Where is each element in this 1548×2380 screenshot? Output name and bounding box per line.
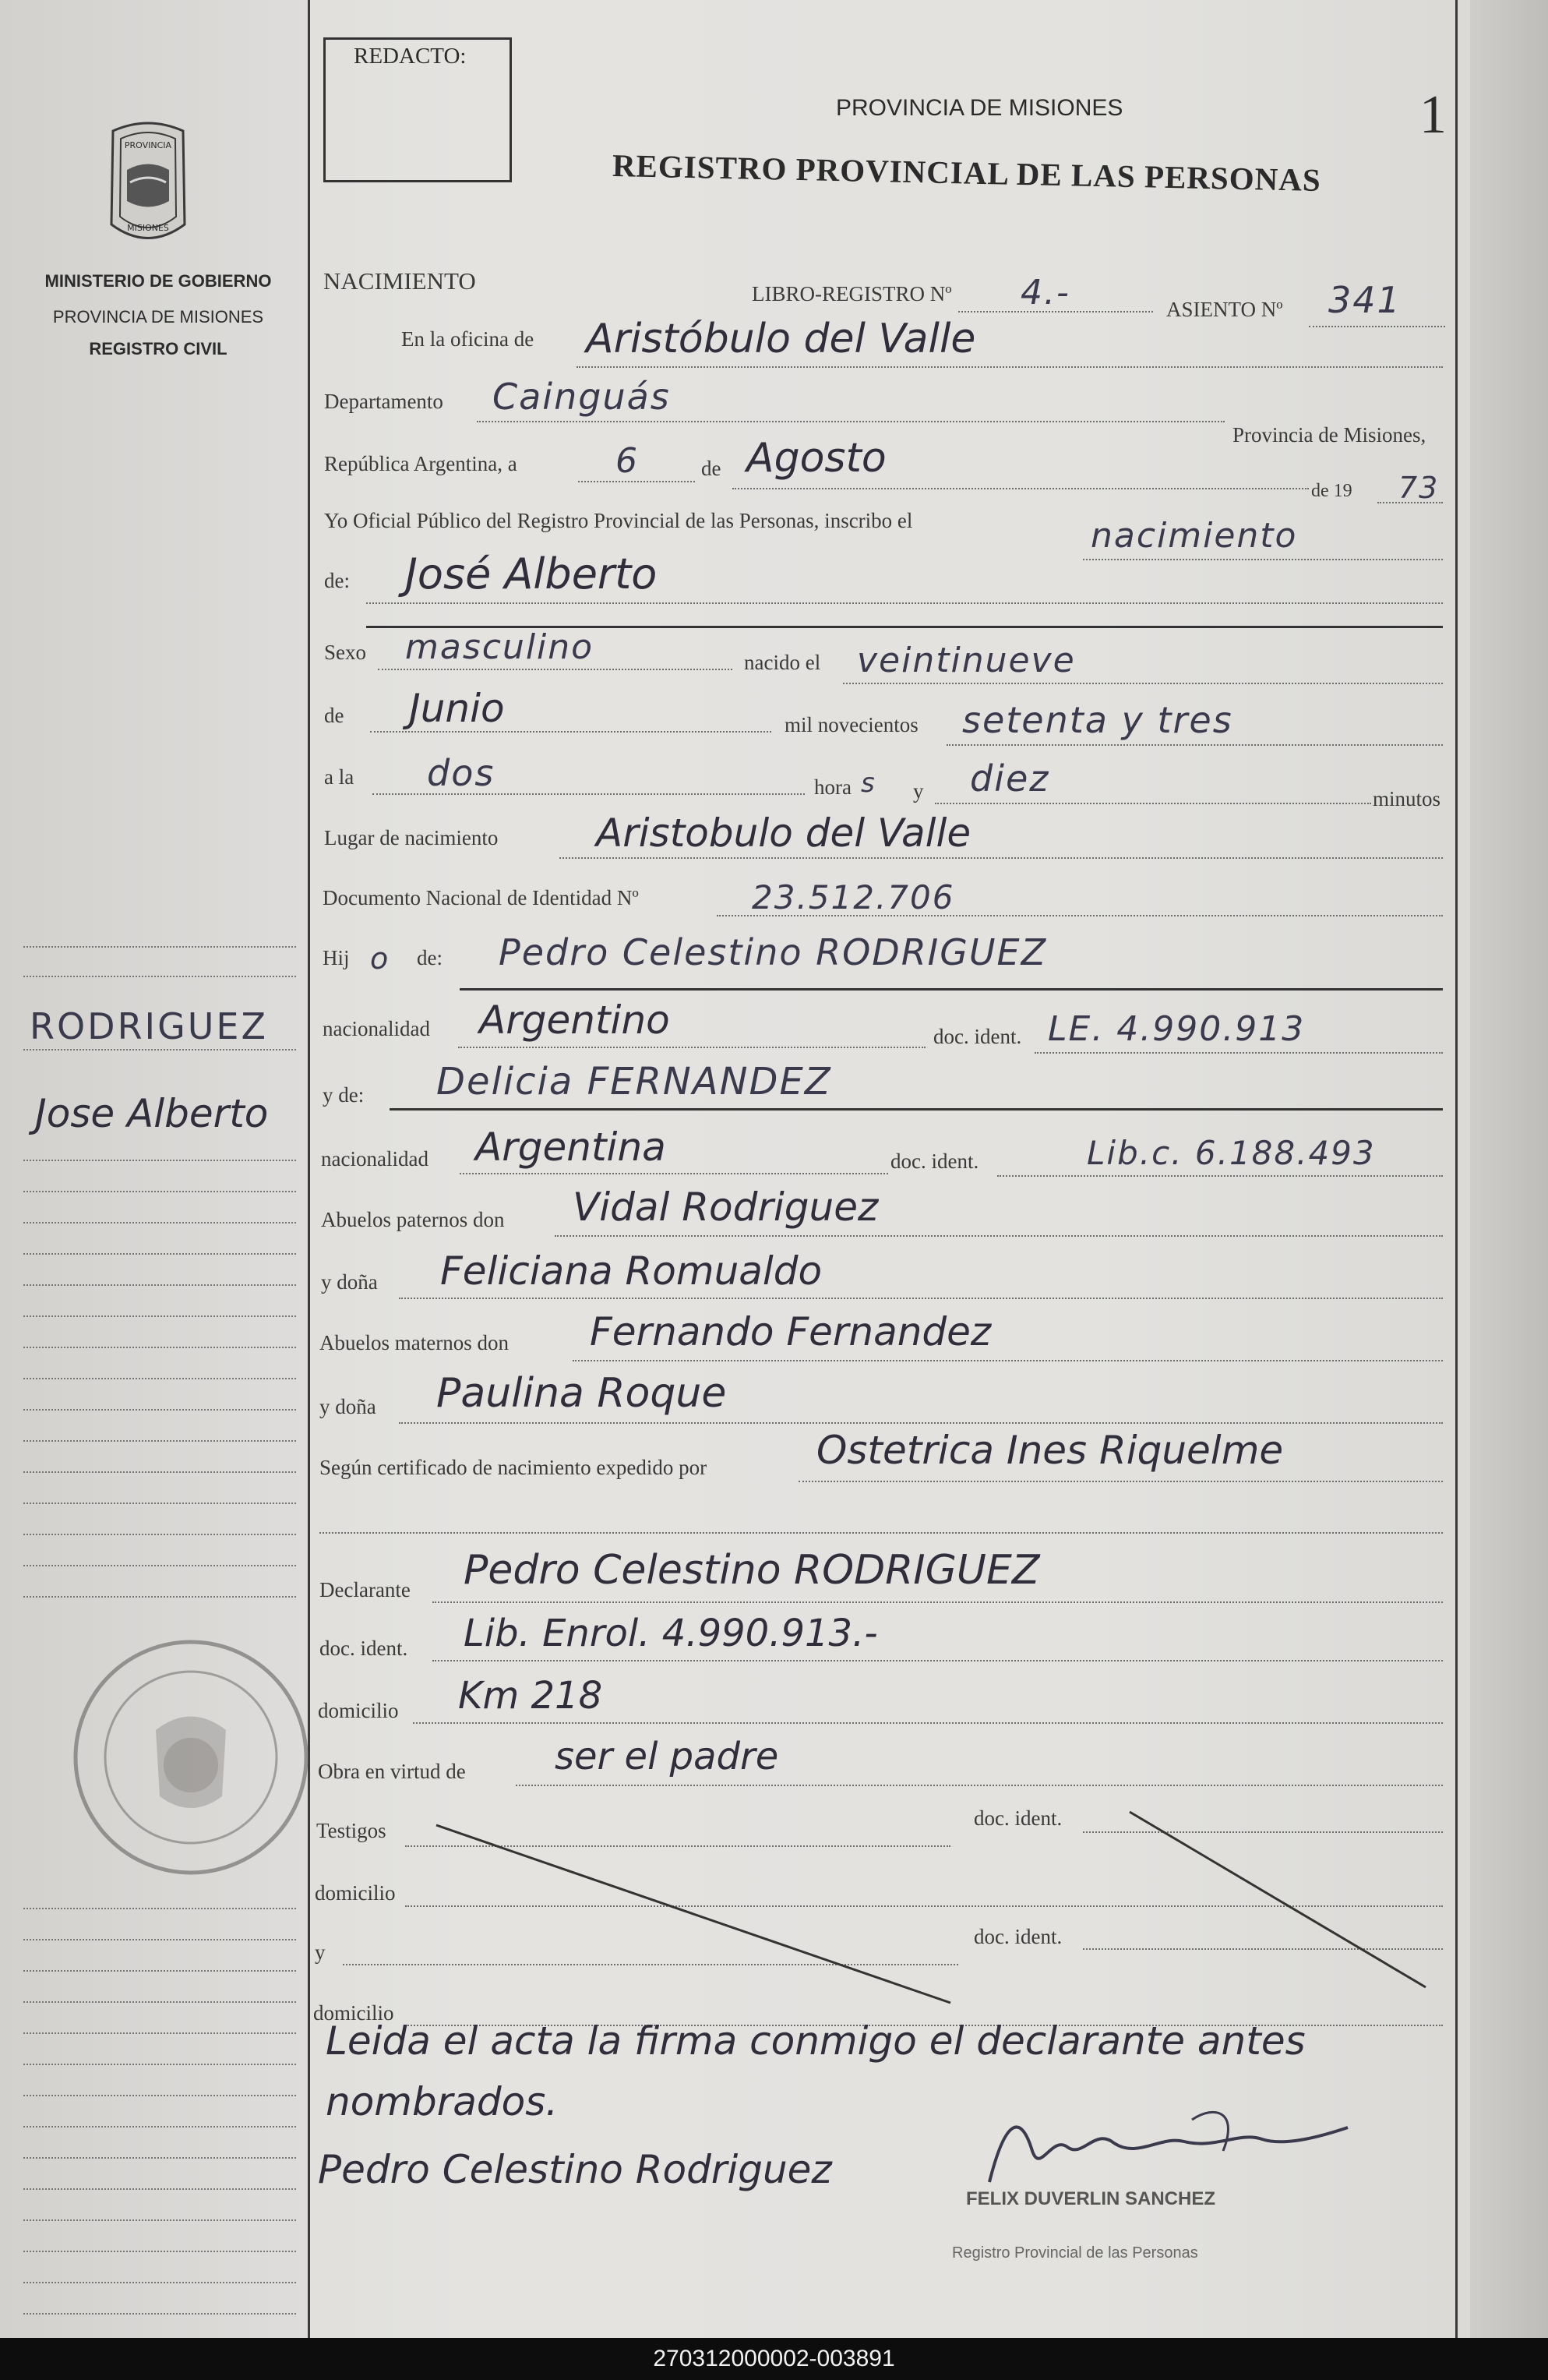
mes-nac-value: Junio	[409, 686, 505, 731]
svg-text:MISIONES: MISIONES	[127, 223, 169, 233]
anio-rule	[1377, 502, 1443, 503]
abuela-pat-value: Feliciana Romualdo	[440, 1248, 823, 1294]
oficina-value: Aristóbulo del Valle	[586, 316, 976, 362]
stub-rule	[23, 1049, 296, 1051]
ministry-line-1: MINISTERIO DE GOBIERNO	[44, 271, 272, 291]
declarante-rule	[432, 1601, 1443, 1603]
mes-rule	[732, 488, 1309, 489]
dia-rule	[578, 481, 695, 482]
padre-nac-rule	[458, 1047, 926, 1048]
ministry-line-2: PROVINCIA DE MISIONES	[52, 307, 264, 327]
stub-rule	[23, 2001, 296, 2003]
cierre-line-2: nombrados.	[326, 2079, 559, 2124]
mes-nac-rule	[370, 731, 771, 733]
provincia-seal-icon	[97, 115, 199, 256]
abuela-mat-rule	[399, 1422, 1443, 1424]
padre-nac-value: Argentino	[479, 998, 670, 1043]
lugar-rule	[559, 857, 1443, 859]
svg-text:PROVINCIA: PROVINCIA	[124, 140, 172, 150]
abuelos-mat-label: Abuelos maternos don	[319, 1331, 509, 1354]
redacto-box	[323, 37, 512, 182]
stub-rule	[23, 2219, 296, 2221]
testigos-label: Testigos	[316, 1819, 386, 1842]
nombre-rule	[366, 602, 1443, 604]
stub-rule	[23, 2095, 296, 2096]
stub-rule	[23, 1378, 296, 1379]
hijo-o: o	[370, 941, 390, 976]
y-label: y	[913, 779, 924, 803]
oficina-label: En la oficina de	[401, 327, 534, 351]
declarante-value: Pedro Celestino RODRIGUEZ	[464, 1547, 1040, 1594]
stub-rule	[23, 1409, 296, 1411]
hora-rule	[372, 793, 805, 795]
horas-label: hora	[814, 775, 852, 799]
asiento-label: ASIENTO Nº	[1166, 298, 1283, 321]
oficial-name: FELIX DUVERLIN SANCHEZ	[966, 2188, 1216, 2209]
stub-rule	[23, 2064, 296, 2065]
stub-rule	[23, 2157, 296, 2159]
document-id: 270312000002-003891	[0, 2338, 1548, 2380]
abuela-mat-value: Paulina Roque	[436, 1370, 727, 1417]
asiento-rule	[1309, 326, 1445, 327]
nacido-label: nacido el	[744, 651, 821, 674]
stub-rule	[23, 2282, 296, 2283]
stub-divider	[308, 0, 310, 2338]
obra-rule	[516, 1785, 1443, 1786]
libro-value: 4.-	[1021, 273, 1070, 313]
departamento-label: Departamento	[324, 390, 443, 413]
decl-doc-label: doc. ident.	[319, 1637, 408, 1660]
stub-rule	[23, 1503, 296, 1504]
hijo-label-a: Hij	[323, 946, 350, 969]
mes-value: Agosto	[746, 435, 887, 482]
stub-rule	[23, 1284, 296, 1286]
lugar-label: Lugar de nacimiento	[324, 826, 499, 849]
domicilio-rule	[413, 1722, 1443, 1724]
stub-rule	[23, 1471, 296, 1473]
obra-label: Obra en virtud de	[318, 1760, 466, 1783]
mil-label: mil novecientos	[785, 713, 919, 736]
decl-doc-rule	[432, 1660, 1443, 1661]
obra-value: ser el padre	[555, 1735, 779, 1778]
testigo1-doc-label: doc. ident.	[974, 1806, 1063, 1830]
departamento-value: Cainguás	[492, 376, 671, 418]
anio-nac-value: setenta y tres	[962, 699, 1233, 741]
y-testigo-label: y	[315, 1940, 326, 1964]
sexo-value: masculino	[405, 627, 594, 667]
domicilio-value: Km 218	[458, 1674, 603, 1718]
dia-nac-value: veintinueve	[857, 641, 1076, 680]
oficina-rule	[577, 366, 1443, 368]
padre-underline	[460, 988, 1443, 990]
minutos-value: diez	[970, 757, 1050, 800]
madre-doc-value: Lib.c. 6.188.493	[1087, 1134, 1376, 1172]
provincia-heading: PROVINCIA DE MISIONES	[836, 95, 1123, 121]
abuela-pat-rule	[399, 1298, 1443, 1299]
madre-nac-value: Argentina	[475, 1125, 666, 1170]
libro-label: LIBRO-REGISTRO Nº	[752, 282, 952, 305]
sexo-rule	[378, 669, 732, 670]
republica-label: República Argentina, a	[324, 452, 517, 475]
ydona-pat-label: y doña	[321, 1270, 378, 1294]
stub-rule	[23, 2188, 296, 2190]
act-type: NACIMIENTO	[323, 267, 476, 295]
libro-rule	[958, 311, 1153, 313]
madre-underline	[390, 1108, 1443, 1111]
stub-surname: RODRIGUEZ	[30, 1005, 269, 1047]
redacto-label: REDACTO:	[354, 44, 467, 69]
padre-nac-label: nacionalidad	[323, 1017, 430, 1040]
de-colon-label: de:	[324, 569, 350, 592]
stub-rule	[23, 1347, 296, 1348]
certificado-rule	[799, 1481, 1443, 1482]
oficial-cargo: Registro Provincial de las Personas	[952, 2244, 1198, 2262]
testigo2-domicilio-label: domicilio	[313, 2001, 394, 2025]
stub-rule	[23, 1253, 296, 1255]
abuelos-pat-label: Abuelos paternos don	[321, 1208, 505, 1231]
stub-rule	[23, 1939, 296, 1940]
folio-number: 1	[1419, 85, 1447, 145]
lugar-value: Aristobulo del Valle	[596, 810, 971, 856]
stub-rule	[23, 1908, 296, 1909]
abuelo-pat-rule	[555, 1235, 1443, 1237]
ydona-mat-label: y doña	[319, 1395, 376, 1418]
madre-doc-label: doc. ident.	[890, 1149, 979, 1173]
stub-rule	[23, 976, 296, 977]
ministry-line-3: REGISTRO CIVIL	[89, 339, 227, 358]
stub-names: Jose Alberto	[35, 1091, 269, 1136]
declarante-label: Declarante	[319, 1578, 411, 1601]
stub-rule	[23, 946, 296, 948]
minutos-label: minutos	[1373, 787, 1441, 810]
cierre-line-1: Leida el acta la firma conmigo el declarante antes	[326, 2018, 1306, 2064]
certificado-rule-2	[319, 1532, 1443, 1534]
asiento-value: 341	[1328, 279, 1402, 321]
stub-rule	[23, 1191, 296, 1192]
stub-rule	[23, 2313, 296, 2315]
dni-value: 23.512.706	[752, 878, 955, 916]
anio-value: 73	[1398, 471, 1440, 505]
madre-doc-rule	[997, 1175, 1443, 1177]
hora-value: dos	[427, 752, 495, 794]
abuelo-mat-value: Fernando Fernandez	[590, 1309, 992, 1354]
hijo-label-b: de:	[417, 946, 443, 969]
decl-doc-value: Lib. Enrol. 4.990.913.-	[464, 1612, 878, 1655]
horas-suffix: s	[861, 768, 876, 799]
oficial-text: Yo Oficial Público del Registro Provincial de las Personas, inscribo el	[324, 509, 913, 532]
registro-heading: REGISTRO PROVINCIAL DE LAS PERSONAS	[612, 147, 1322, 199]
madre-nac-label: nacionalidad	[321, 1147, 428, 1171]
padre-doc-label: doc. ident.	[933, 1025, 1022, 1048]
stub-rule	[23, 1534, 296, 1535]
departamento-rule	[477, 421, 1225, 422]
stub-rule	[23, 2032, 296, 2034]
testigo2-doc-label: doc. ident.	[974, 1925, 1063, 1948]
stub-rule	[23, 1440, 296, 1442]
stub-rule	[23, 2251, 296, 2252]
page-edge	[1470, 0, 1548, 2338]
testigo1-domicilio-label: domicilio	[315, 1881, 396, 1905]
stub-rule	[23, 2126, 296, 2128]
stub-rule	[23, 1315, 296, 1317]
anio-nac-rule	[947, 744, 1443, 746]
padre-value: Pedro Celestino RODRIGUEZ	[499, 931, 1048, 973]
provincia-label: Provincia de Misiones,	[1232, 423, 1426, 447]
ala-label: a la	[324, 765, 354, 789]
sexo-label: Sexo	[324, 641, 366, 664]
yde-label: y de:	[323, 1083, 365, 1107]
inscribe-rule	[1083, 559, 1443, 560]
madre-value: Delicia FERNANDEZ	[436, 1060, 832, 1103]
anio-label: de 19	[1311, 481, 1352, 501]
de-label: de	[701, 457, 721, 480]
stub-rule	[23, 1160, 296, 1161]
de2-label: de	[324, 704, 344, 727]
nombre-value: José Alberto	[405, 549, 658, 599]
dia-value: 6	[615, 441, 639, 481]
stub-rule	[23, 1222, 296, 1224]
abuelo-mat-rule	[573, 1360, 1443, 1361]
minutos-rule	[935, 803, 1371, 804]
official-stamp-icon	[62, 1629, 319, 1886]
domicilio-label: domicilio	[318, 1699, 399, 1722]
dia-nac-rule	[843, 683, 1443, 684]
certificado-value: Ostetrica Ines Riquelme	[816, 1428, 1284, 1473]
stub-rule	[23, 1970, 296, 1972]
madre-nac-rule	[460, 1173, 888, 1174]
dni-rule	[717, 915, 1443, 916]
cancel-strokes	[312, 1808, 1457, 2026]
padre-doc-rule	[1035, 1052, 1443, 1054]
dni-label: Documento Nacional de Identidad Nº	[323, 886, 639, 909]
stub-rule	[23, 1596, 296, 1598]
stub-rule	[23, 1565, 296, 1566]
certificado-label: Según certificado de nacimiento expedido por	[319, 1456, 707, 1479]
padre-doc-value: LE. 4.990.913	[1048, 1009, 1306, 1049]
declarante-signature: Pedro Celestino Rodriguez	[318, 2147, 832, 2192]
abuelo-pat-value: Vidal Rodriguez	[573, 1185, 879, 1230]
inscribe-value: nacimiento	[1091, 516, 1298, 556]
